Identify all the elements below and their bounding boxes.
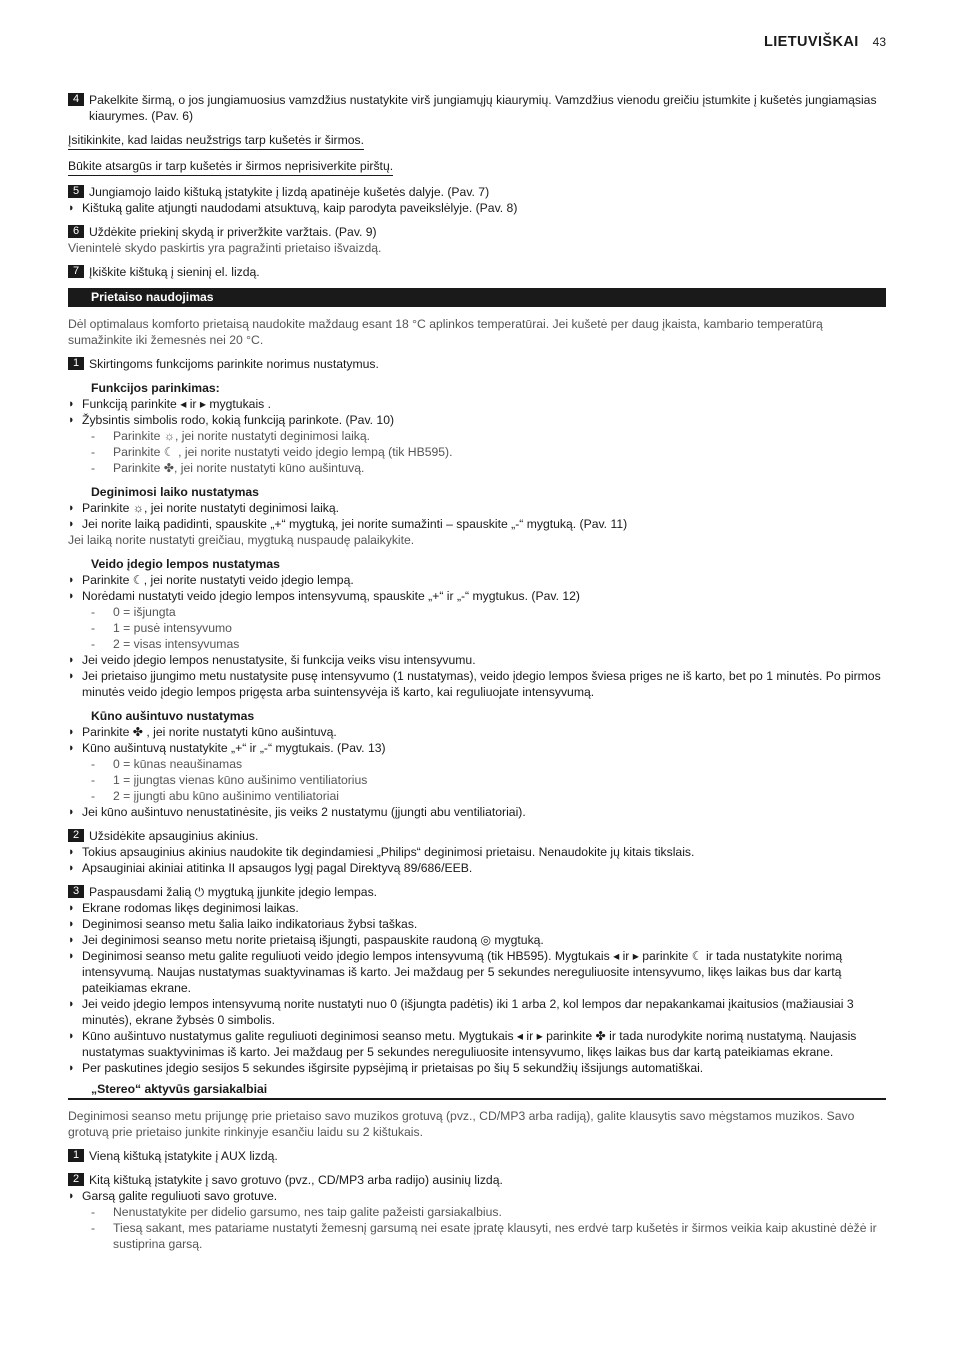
- bullet-item: ◗ Tokius apsauginius akinius naudokite tik degindamiesi „Philips“ deginimosi prietaisu. Nenaudokite jų kitais tikslais.: [68, 845, 695, 859]
- subheading: Veido įdegio lempos nustatymas: [91, 557, 280, 571]
- step-number: 1: [68, 357, 84, 370]
- bullet-item: ◗ Jei norite laiką padidinti, spauskite „+“ mygtuką, jei norite sumažinti – spauskite „-“ mygtuką. (Pav. 11): [68, 517, 628, 531]
- bullet-item: ◗ Parinkite ☾, jei norite nustatyti veido įdegio lempą.: [68, 573, 354, 587]
- subheading: Deginimosi laiko nustatymas: [91, 485, 259, 499]
- step-text: Jungiamojo laido kištuką įstatykite į lizdą apatinėje kušetės dalyje. (Pav. 7): [89, 185, 490, 199]
- step-number: 3: [68, 885, 84, 898]
- bullet-item: ◗ Kištuką galite atjungti naudodami atsuktuvą, kaip parodyta paveikslėlyje. (Pav. 8): [68, 201, 518, 215]
- section-intro: Deginimosi seanso metu prijungę prie prietaiso savo muzikos grotuvą (pvz., CD/MP3 arba radiją), galite klausytis savo mėgstamos muzikos. Savo grotuvą prie prietaiso junkite rinkinyje esančiu laidu su 2 kištukais.: [68, 1109, 855, 1139]
- step-number: 6: [68, 225, 84, 238]
- dash-item: - 1 = įjungtas vienas kūno aušinimo ventiliatorius: [91, 773, 368, 787]
- subheading: Funkcijos parinkimas:: [91, 381, 220, 395]
- bullet-icon: ◗: [68, 590, 75, 602]
- step-3: [68, 884, 886, 900]
- bullet-item: ◗ Jei deginimosi seanso metu norite prietaisą išjungti, paspauskite raudoną ◎ mygtuką.: [68, 933, 544, 947]
- step-text: Paspausdami žalią ⏻ mygtuką įjunkite įdegio lempas.: [89, 885, 378, 899]
- step-4: [68, 92, 886, 124]
- bullet-icon: ◗: [68, 518, 75, 530]
- bullet-icon: ◗: [68, 1062, 75, 1074]
- step-2: [68, 1172, 886, 1188]
- page-header: [764, 34, 886, 50]
- step-text: Užsidėkite apsauginius akinius.: [89, 829, 259, 843]
- bullet-icon: ◗: [68, 654, 75, 666]
- bullet-item: ◗ Jei veido įdegio lempos intensyvumą norite nustatyti nuo 0 (išjungta padėtis) iki 1 arba 2, kol lempos dar nepakankamai įkaitusios (mažiausiai 3 minutės), ekrane žybsės 0 simbolis.: [68, 997, 854, 1027]
- step-number: 7: [68, 265, 84, 278]
- warning-note: Įsitikinkite, kad laidas neužstrigs tarp kušetės ir širmos.: [68, 132, 886, 150]
- plain-note: Jei laiką norite nustatyti greičiau, mygtuką nuspaudę palaikykite.: [68, 533, 415, 547]
- dash-item: - Parinkite ✤, jei norite nustatyti kūno aušintuvą.: [91, 461, 365, 475]
- page-number: 43: [872, 35, 886, 49]
- bullet-icon: ◗: [68, 1030, 75, 1042]
- dash-item: - Parinkite ☼, jei norite nustatyti deginimosi laiką.: [91, 429, 371, 443]
- bullet-item: ◗ Norėdami nustatyti veido įdegio lempos intensyvumą, spauskite „+“ ir „-“ mygtukus. (Pav. 12): [68, 589, 580, 603]
- step-number: 1: [68, 1149, 84, 1162]
- plain-note: Vienintelė skydo paskirtis yra pagražinti prietaiso išvaizdą.: [68, 241, 382, 255]
- bullet-item: ◗ Jei kūno aušintuvo nenustatinėsite, jis veiks 2 nustatymu (įjungti abu ventiliatoriai).: [68, 805, 526, 819]
- bullet-icon: ◗: [68, 1190, 75, 1202]
- bullet-item: ◗ Parinkite ✤ , jei norite nustatyti kūno aušintuvą.: [68, 725, 337, 739]
- warning-note: Būkite atsargūs ir tarp kušetės ir širmos neprisiverkite pirštų.: [68, 158, 886, 176]
- dash-item: - Tiesą sakant, mes patariame nustatyti žemesnį garsumą nei esate įpratę klausyti, nes erdvė tarp kušetės ir širmos veikia kaip akustinė dėžė ir sustiprina garsą.: [91, 1221, 877, 1251]
- dash-item: - Parinkite ☾ , jei norite nustatyti veido įdegio lempą (tik HB595).: [91, 445, 453, 459]
- bullet-icon: ◗: [68, 806, 75, 818]
- bullet-item: ◗ Ekrane rodomas likęs deginimosi laikas.: [68, 901, 299, 915]
- step-number: 2: [68, 829, 84, 842]
- dash-item: - Nenustatykite per didelio garsumo, nes taip galite pažeisti garsiakalbius.: [91, 1205, 502, 1219]
- step-text: Uždėkite priekinį skydą ir priveržkite varžtais. (Pav. 9): [89, 225, 377, 239]
- step-text: Vieną kištuką įstatykite į AUX lizdą.: [89, 1149, 278, 1163]
- bullet-item: ◗ Deginimosi seanso metu šalia laiko indikatoriaus žybsi taškas.: [68, 917, 418, 931]
- bullet-item: ◗ Parinkite ☼, jei norite nustatyti deginimosi laiką.: [68, 501, 340, 515]
- step-number: 4: [68, 93, 84, 106]
- step-number: 2: [68, 1173, 84, 1186]
- bullet-icon: ◗: [68, 726, 75, 738]
- page-content: [68, 92, 886, 1252]
- bullet-icon: ◗: [68, 902, 75, 914]
- bullet-icon: ◗: [68, 998, 75, 1010]
- bullet-item: ◗ Garsą galite reguliuoti savo grotuve.: [68, 1189, 278, 1203]
- bullet-icon: ◗: [68, 862, 75, 874]
- bullet-icon: ◗: [68, 574, 75, 586]
- dash-item: - 2 = visas intensyvumas: [91, 637, 240, 651]
- section-heading: Prietaiso naudojimas: [68, 288, 886, 307]
- dash-item: - 0 = kūnas neaušinamas: [91, 757, 243, 771]
- bullet-icon: ◗: [68, 202, 75, 214]
- step-6: [68, 224, 886, 240]
- step-7: [68, 264, 886, 280]
- language-title: LIETUVIŠKAI: [764, 34, 859, 50]
- bullet-icon: ◗: [68, 670, 75, 682]
- step-number: 5: [68, 185, 84, 198]
- section-heading: „Stereo“ aktyvūs garsiakalbiai: [68, 1081, 886, 1100]
- dash-item: - 0 = išjungta: [91, 605, 176, 619]
- subheading: Kūno aušintuvo nustatymas: [91, 709, 255, 723]
- step-5: [68, 184, 886, 200]
- step-1: [68, 1148, 886, 1164]
- bullet-item: ◗ Funkciją parinkite ◂ ir ▸ mygtukais .: [68, 397, 272, 411]
- bullet-item: ◗ Žybsintis simbolis rodo, kokią funkciją parinkote. (Pav. 10): [68, 413, 395, 427]
- bullet-item: ◗ Kūno aušintuvą nustatykite „+“ ir „-“ mygtukais. (Pav. 13): [68, 741, 386, 755]
- step-text: Kitą kištuką įstatykite į savo grotuvo (pvz., CD/MP3 arba radijo) ausinių lizdą.: [89, 1173, 503, 1187]
- bullet-icon: ◗: [68, 742, 75, 754]
- step-1: [68, 356, 886, 372]
- step-text: Pakelkite širmą, o jos jungiamuosius vamzdžius nustatykite virš jungiamųjų kiaurymių. Vamzdžius vienodu greičiu įstumkite į kušetės jungiamąsias kiaurymes. (Pav. 6): [89, 93, 877, 123]
- dash-item: - 1 = pusė intensyvumo: [91, 621, 232, 635]
- bullet-icon: ◗: [68, 918, 75, 930]
- step-text: Skirtingoms funkcijoms parinkite norimus nustatymus.: [89, 357, 379, 371]
- bullet-icon: ◗: [68, 846, 75, 858]
- bullet-item: ◗ Per paskutines įdegio sesijos 5 sekundes išgirsite pypsėjimą ir prietaisas po šių 5 sekundžių išsijungs automatiškai.: [68, 1061, 704, 1075]
- bullet-item: ◗ Jei veido įdegio lempos nenustatysite, ši funkcija veiks visu intensyvumu.: [68, 653, 476, 667]
- dash-item: - 2 = įjungti abu kūno aušinimo ventiliatoriai: [91, 789, 339, 803]
- bullet-item: ◗ Apsauginiai akiniai atitinka II apsaugos lygį pagal Direktyvą 89/686/EEB.: [68, 861, 473, 875]
- bullet-icon: ◗: [68, 398, 75, 410]
- bullet-icon: ◗: [68, 414, 75, 426]
- bullet-icon: ◗: [68, 502, 75, 514]
- section-intro: Dėl optimalaus komforto prietaisą naudokite maždaug esant 18 °C aplinkos temperatūrai. Jei kušetė per daug įkaista, kambario temperatūrą sumažinkite iki žemesnės nei 20 °C.: [68, 317, 823, 347]
- bullet-icon: ◗: [68, 950, 75, 962]
- step-text: Įkiškite kištuką į sieninį el. lizdą.: [89, 265, 260, 279]
- bullet-item: ◗ Deginimosi seanso metu galite reguliuoti veido įdegio lempos intensyvumą (tik HB595). Mygtukais ◂ ir ▸ parinkite ☾ ir tada nustatykite norimą intensyvumą. Naujas nustatymas suaktyvinamas iš karto. Jei maždaug per 5 sekundes nereguliuosite intensyvumo, likęs laikas bus dar kartą pateikiamas ekrane.: [68, 949, 843, 995]
- bullet-icon: ◗: [68, 934, 75, 946]
- bullet-item: ◗ Jei prietaiso įjungimo metu nustatysite pusę intensyvumo (1 nustatymas), veido įdegio lempos šviesa priges ne iš karto, bet po 1 minutės. Po pirmos minutės veido įdegio lempos prigęsta arba suintensyvėja iš karto, kai reguliuojate intensyvumą.: [68, 669, 881, 699]
- bullet-item: ◗ Kūno aušintuvo nustatymus galite reguliuoti deginimosi seanso metu. Mygtukais ◂ ir ▸ parinkite ✤ ir tada nurodykite norimą nustatymą. Naujasis nustatymas suaktyvinimas iš karto. Jei maždaug per 5 sekundes nereguliuosite intensyvumo, likęs laikas bus dar kartą pateikiamas ekrane.: [68, 1029, 857, 1059]
- step-2: [68, 828, 886, 844]
